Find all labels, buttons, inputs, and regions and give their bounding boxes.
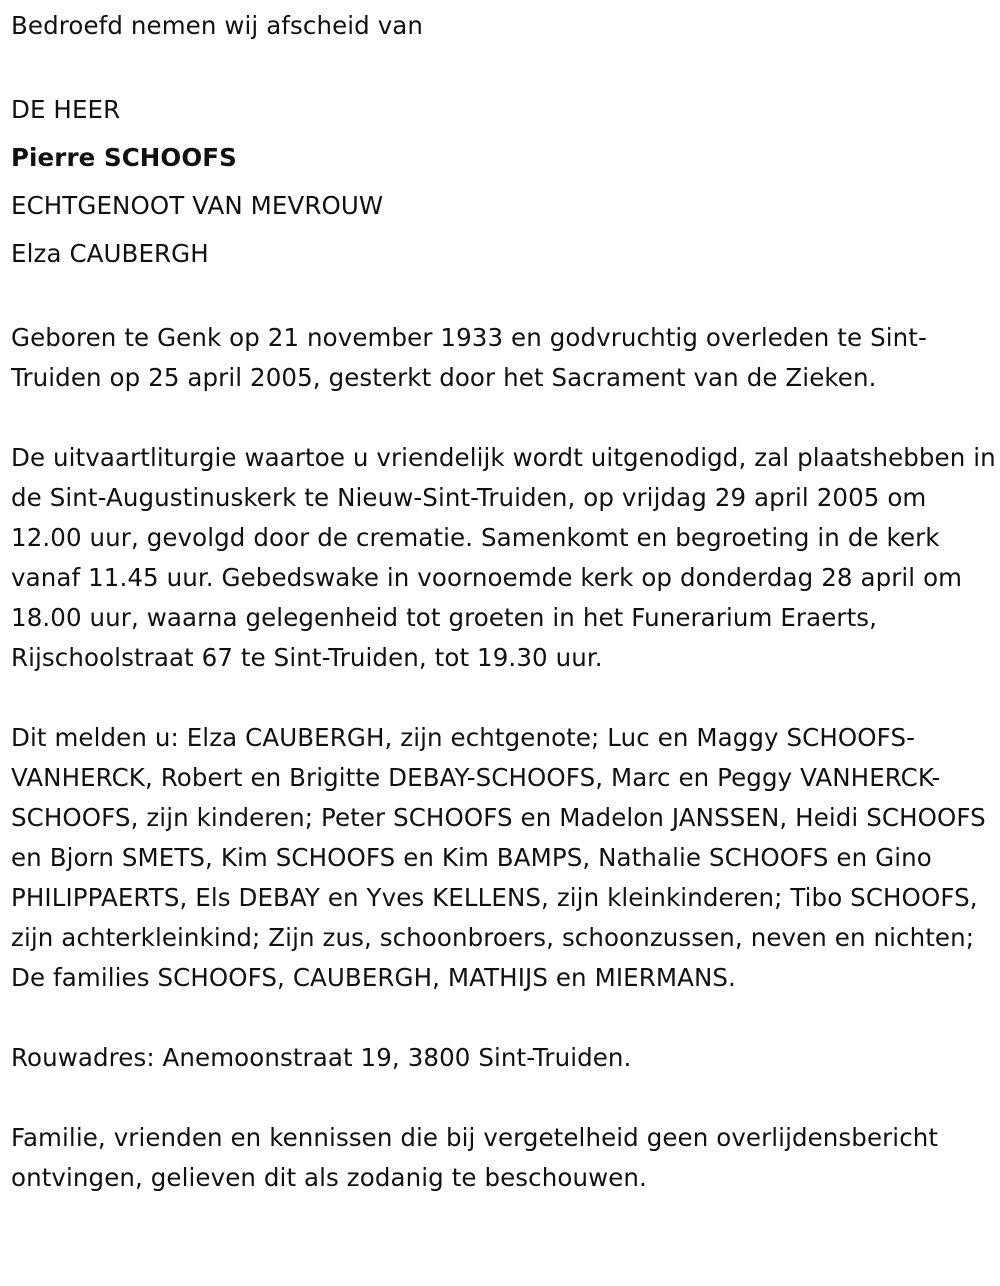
- death-notice: [11, 6, 996, 1198]
- funeral-paragraph: De uitvaartliturgie waartoe u vriendelijk wordt uitgenodigd, zal plaatshebben in de Sint-Augustinuskerk te Nieuw-Sint-Truiden, op vrijdag 29 april 2005 om 12.00 uur, gevolgd door de crematie. Samenkomt en begroeting in de kerk vanaf 11.45 uur. Gebedswake in voornoemde kerk op donderdag 28 april om 18.00 uur, waarna gelegenheid tot groeten in het Funerarium Eraerts, Rijschoolstraat 67 te Sint-Truiden, tot 19.30 uur.: [11, 443, 996, 672]
- closing-paragraph: Familie, vrienden en kennissen die bij vergetelheid geen overlijdensbericht ontvingen, gelieven dit als zodanig te beschouwen.: [11, 1123, 939, 1192]
- spacer: [11, 678, 996, 718]
- mourning-address: Rouwadres: Anemoonstraat 19, 3800 Sint-Truiden.: [11, 1043, 632, 1072]
- spacer: [11, 1078, 996, 1118]
- honorific: DE HEER: [11, 95, 121, 124]
- intro-text: Bedroefd nemen wij afscheid van: [11, 11, 424, 40]
- announced-by-paragraph: Dit melden u: Elza CAUBERGH, zijn echtgenote; Luc en Maggy SCHOOFS-VANHERCK, Robert en Brigitte DEBAY-SCHOOFS, Marc en Peggy VANHERCK-SCHOOFS, zijn kinderen; Peter SCHOOFS en Madelon JANSSEN, Heidi SCHOOFS en Bjorn SMETS, Kim SCHOOFS en Kim BAMPS, Nathalie SCHOOFS en Gino PHILIPPAERTS, Els DEBAY en Yves KELLENS, zijn kleinkinderen; Tibo SCHOOFS, zijn achterkleinkind; Zijn zus, schoonbroers, schoonzussen, neven en nichten; De families SCHOOFS, CAUBERGH, MATHIJS en MIERMANS.: [11, 723, 986, 992]
- spouse-prefix: ECHTGENOOT VAN MEVROUW: [11, 191, 384, 220]
- spouse-name: Elza CAUBERGH: [11, 239, 209, 268]
- deceased-name: Pierre SCHOOFS: [11, 143, 237, 172]
- spacer: [11, 46, 996, 86]
- spacer: [11, 998, 996, 1038]
- spacer: [11, 398, 996, 438]
- spacer: [11, 278, 996, 318]
- birth-death-paragraph: Geboren te Genk op 21 november 1933 en godvruchtig overleden te Sint-Truiden op 25 april 2005, gesterkt door het Sacrament van de Zieken.: [11, 323, 927, 392]
